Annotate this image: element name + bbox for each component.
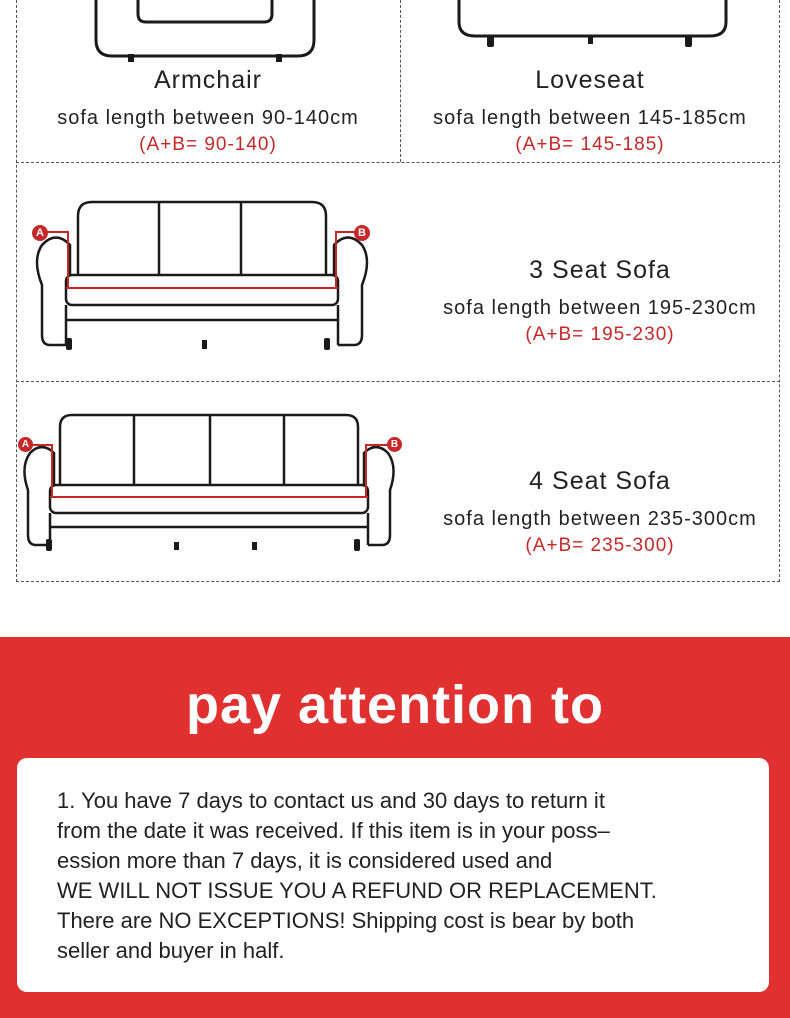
marker-a-4seat: A	[18, 437, 33, 452]
notice-line: WE WILL NOT ISSUE YOU A REFUND OR REPLACEMENT.	[57, 878, 657, 903]
size-length: sofa length between 90-140cm	[57, 107, 359, 129]
size-name: Loveseat	[535, 66, 645, 94]
size-name: 3 Seat Sofa	[529, 256, 671, 284]
size-name: 4 Seat Sofa	[529, 467, 671, 495]
size-ab-range: (A+B= 195-230)	[525, 324, 675, 345]
size-ab-range: (A+B= 90-140)	[139, 134, 277, 155]
notice-line: seller and buyer in half.	[57, 938, 285, 963]
marker-b-4seat: B	[387, 437, 402, 452]
size-length: sofa length between 235-300cm	[443, 508, 757, 530]
grid-divider-2	[16, 381, 780, 382]
attention-title: pay attention to	[186, 675, 604, 735]
grid-divider-1	[16, 162, 780, 163]
size-name: Armchair	[153, 66, 262, 94]
armchair-illustration	[90, 0, 320, 62]
return-policy-notice	[17, 758, 769, 992]
marker-b-3seat: B	[354, 225, 370, 241]
size-ab-range: (A+B= 235-300)	[525, 535, 675, 556]
size-three-seat	[420, 256, 780, 346]
notice-line: 1. You have 7 days to contact us and 30 days to return it	[57, 788, 605, 813]
loveseat-illustration	[455, 0, 730, 50]
size-length: sofa length between 145-185cm	[433, 107, 747, 129]
notice-line: ession more than 7 days, it is considered used and	[57, 848, 553, 873]
size-four-seat	[420, 467, 780, 557]
four-seat-sofa-illustration	[16, 405, 416, 560]
marker-a-3seat: A	[32, 225, 48, 241]
three-seat-sofa-illustration	[22, 190, 392, 360]
notice-line: There are NO EXCEPTIONS! Shipping cost is bear by both	[57, 908, 635, 933]
size-ab-range: (A+B= 145-185)	[515, 134, 665, 155]
notice-line: from the date it was received. If this item is in your poss–	[57, 818, 610, 843]
size-armchair	[16, 66, 400, 156]
size-loveseat	[400, 66, 780, 156]
size-length: sofa length between 195-230cm	[443, 297, 757, 319]
